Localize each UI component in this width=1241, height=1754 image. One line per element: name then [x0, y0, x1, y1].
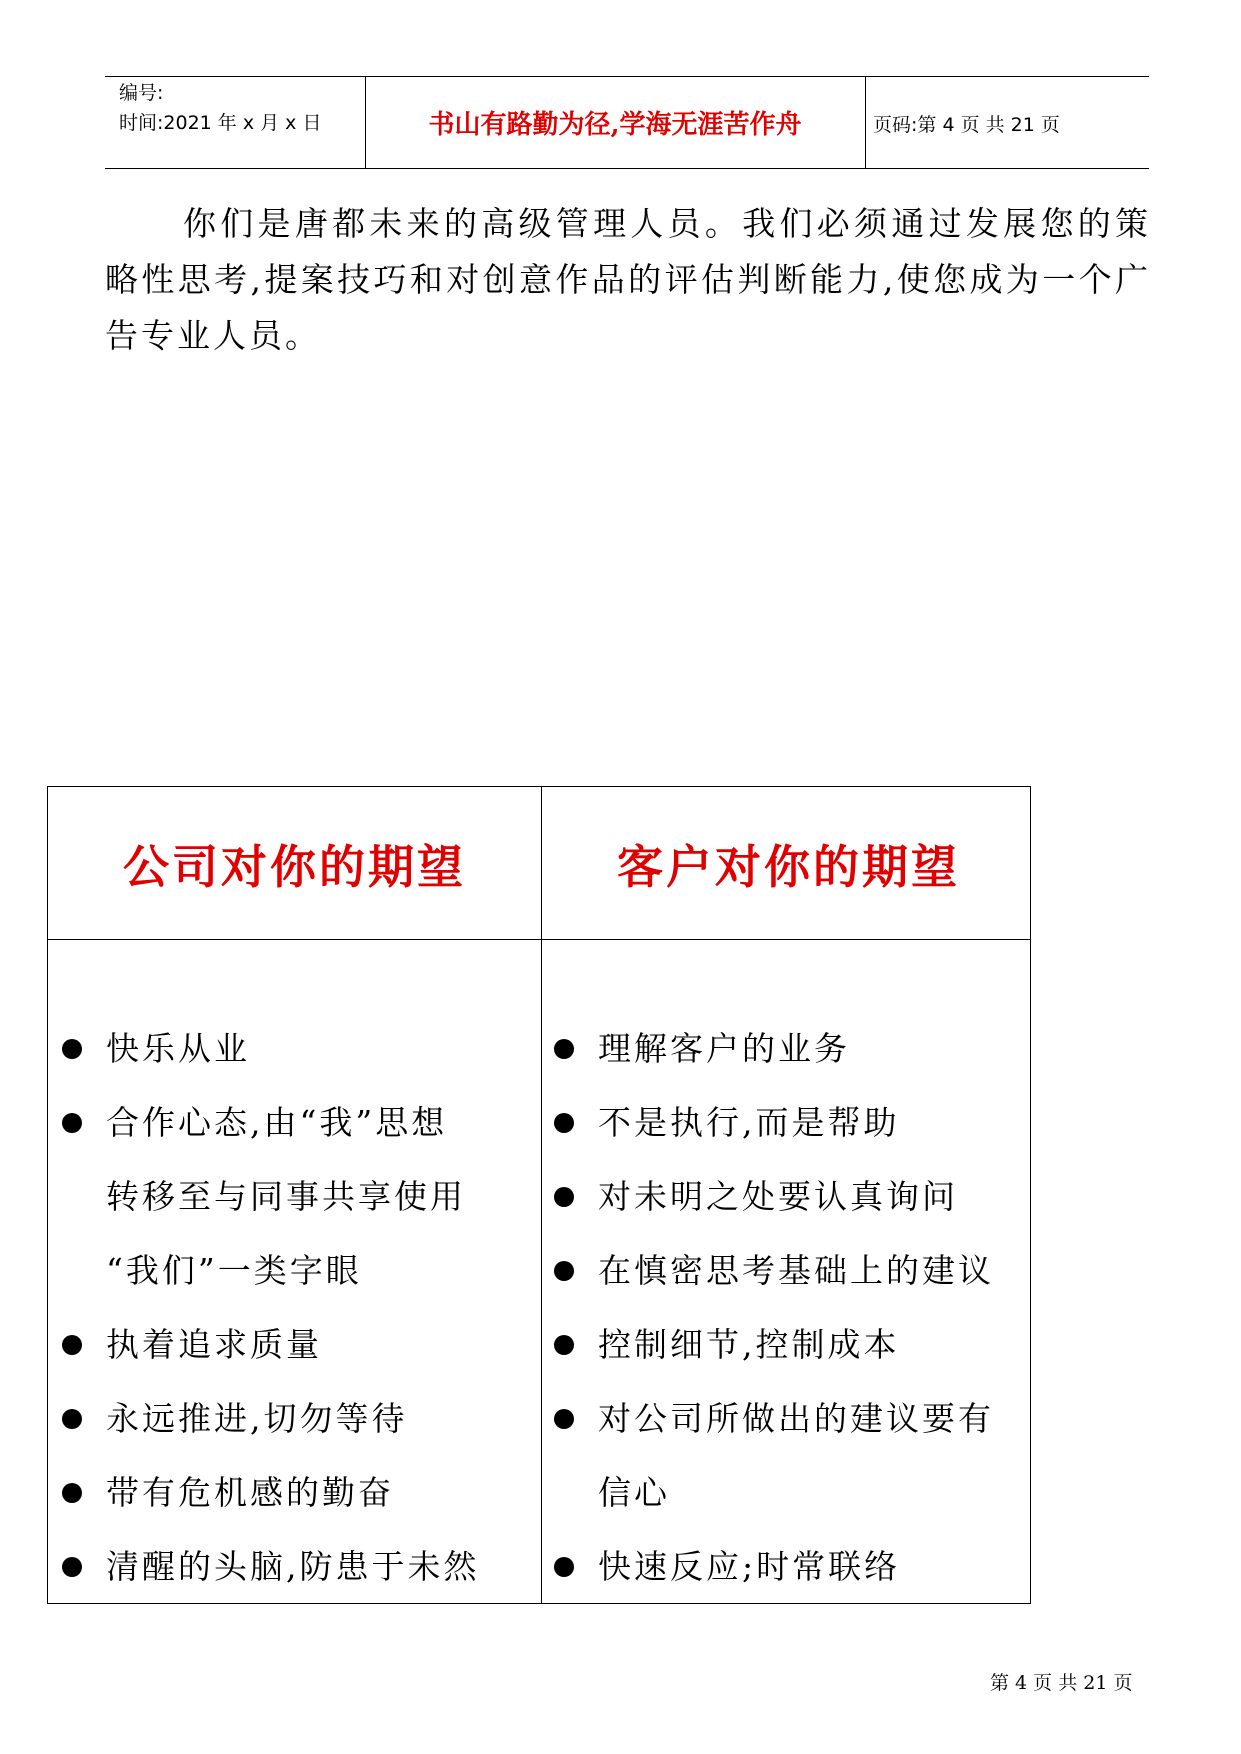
list-item: 清醒的头脑,防患于未然 [62, 1530, 536, 1604]
bullet-icon [62, 1557, 82, 1577]
bullet-icon [62, 1039, 82, 1059]
table-column-divider [541, 787, 542, 1603]
list-item: 控制细节,控制成本 [554, 1308, 1028, 1382]
bullet-icon [62, 1483, 82, 1503]
table-header-divider [48, 939, 1030, 940]
page-footer: 第 4 页 共 21 页 [990, 1672, 1133, 1694]
list-item: 在慎密思考基础上的建议 [554, 1234, 1028, 1308]
bullet-icon [62, 1335, 82, 1355]
header-bottom-rule [105, 168, 1149, 169]
company-expectations-title: 公司对你的期望 [123, 840, 466, 894]
header-meta [119, 78, 321, 138]
header-motto: 书山有路勤为径,学海无涯苦作舟 [428, 110, 802, 140]
page-header [105, 76, 1149, 168]
client-expectations-list [554, 1012, 1028, 1604]
header-divider [365, 76, 366, 168]
list-item: 理解客户的业务 [554, 1012, 1028, 1086]
number-label: 编号: [119, 82, 164, 104]
header-top-rule [105, 76, 1149, 77]
company-expectations-list [62, 1012, 536, 1604]
list-item-continuation: “我们”一类字眼 [106, 1251, 362, 1290]
header-divider [865, 76, 866, 168]
bullet-icon [554, 1113, 574, 1133]
list-item: 带有危机感的勤奋 [62, 1456, 536, 1530]
client-expectations-title: 客户对你的期望 [617, 840, 960, 894]
bullet-icon [554, 1261, 574, 1281]
list-item: 合作心态,由“我”思想 [62, 1086, 536, 1160]
list-item: 永远推进,切勿等待 [62, 1382, 536, 1456]
bullet-icon [62, 1409, 82, 1429]
list-item-continuation: 信心 [598, 1473, 670, 1512]
bullet-icon [554, 1039, 574, 1059]
list-item: 对公司所做出的建议要有 [554, 1382, 1028, 1456]
time-label: 时间:2021 年 x 月 x 日 [119, 112, 322, 134]
list-item-continuation: 转移至与同事共享使用 [106, 1177, 466, 1216]
list-item: 不是执行,而是帮助 [554, 1086, 1028, 1160]
list-item: 快速反应;时常联络 [554, 1530, 1028, 1604]
header-page-label: 页码:第 4 页 共 21 页 [873, 114, 1060, 136]
bullet-icon [554, 1557, 574, 1577]
bullet-icon [62, 1113, 82, 1133]
bullet-icon [554, 1335, 574, 1355]
bullet-icon [554, 1187, 574, 1207]
bullet-icon [554, 1409, 574, 1429]
list-item: 对未明之处要认真询问 [554, 1160, 1028, 1234]
intro-paragraph: 你们是唐都未来的高级管理人员。我们必须通过发展您的策略性思考,提案技巧和对创意作品的评估判断能力,使您成为一个广告专业人员。 [105, 204, 1151, 355]
expectations-table [47, 786, 1031, 1604]
list-item: 快乐从业 [62, 1012, 536, 1086]
list-item: 执着追求质量 [62, 1308, 536, 1382]
